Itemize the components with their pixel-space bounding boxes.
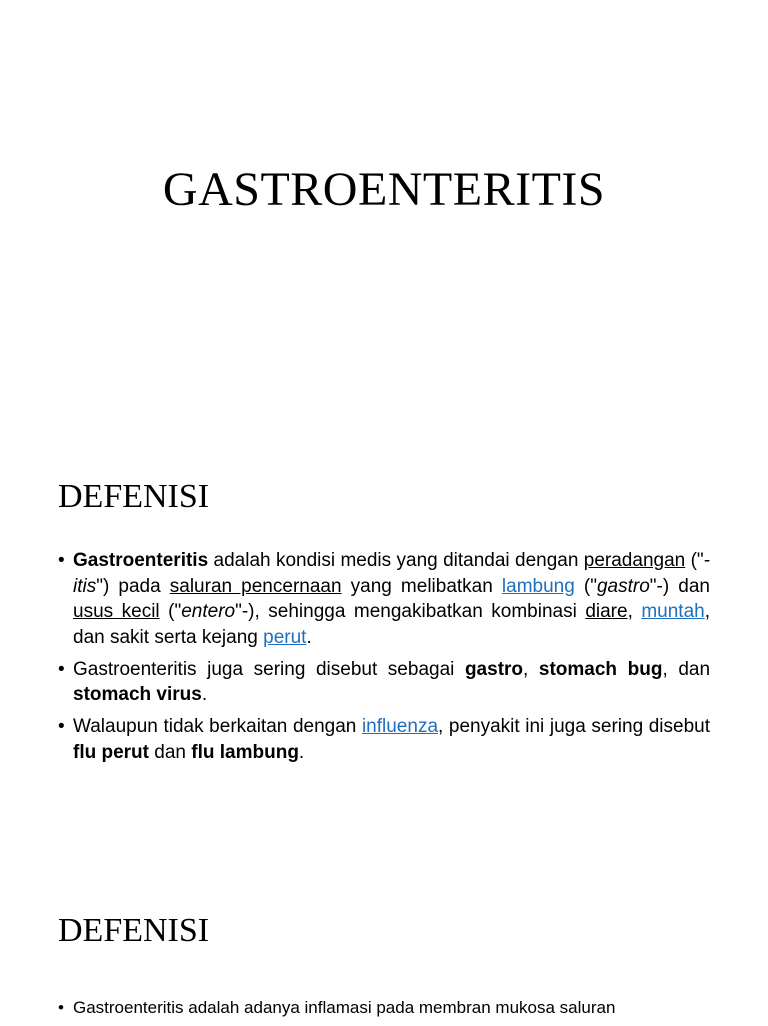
text: ") pada: [96, 575, 170, 597]
text: Gastroenteritis adalah adanya inflamasi pada membran mukosa saluran: [73, 998, 616, 1017]
text: ,: [523, 658, 539, 680]
definition-slide-1: [0, 420, 768, 870]
bullet-icon: •: [58, 658, 65, 680]
term-gastroenteritis: Gastroenteritis: [73, 550, 209, 571]
text: Walaupun tidak berkaitan dengan: [73, 716, 362, 737]
text: adalah kondisi medis yang ditandai dengan: [208, 550, 584, 571]
list-item: [58, 997, 710, 1019]
link-perut[interactable]: perut: [263, 626, 307, 648]
term-gastro: gastro: [596, 575, 650, 597]
link-lambung[interactable]: lambung: [501, 575, 575, 597]
text: "-) dan: [649, 575, 710, 597]
text: (": [574, 575, 597, 597]
bullet-list: [58, 997, 710, 1026]
bullet-icon: •: [58, 550, 65, 571]
term-flu-perut: flu perut: [73, 741, 149, 763]
list-item: [58, 548, 710, 650]
text: .: [298, 741, 305, 763]
text: (": [685, 550, 704, 571]
term-peradangan: peradangan: [583, 550, 686, 571]
link-muntah[interactable]: muntah: [641, 601, 705, 622]
bullet-list: [58, 548, 710, 772]
text: Gastroenteritis juga sering disebut sebagai: [73, 658, 465, 680]
title-slide: [0, 0, 768, 420]
text: .: [306, 626, 312, 648]
bullet-icon: •: [58, 998, 64, 1017]
definition-slide-2: [0, 870, 768, 1024]
text: , penyakit ini juga sering disebut: [438, 716, 711, 737]
term-flu-lambung: flu lambung: [191, 741, 299, 763]
text: "-), sehingga mengakibatkan kombinasi: [235, 601, 586, 622]
term-stomach-virus: stomach virus: [73, 684, 202, 705]
term-stomach-bug: stomach bug: [538, 658, 663, 680]
text: ,: [627, 601, 642, 622]
link-influenza[interactable]: influenza: [361, 716, 439, 737]
text: .: [201, 684, 208, 705]
text: yang melibatkan: [341, 575, 502, 597]
section-heading: DEFENISI: [58, 912, 210, 949]
term-itis: -itis: [73, 550, 710, 597]
text: , dan: [662, 658, 711, 680]
term-usus-kecil: usus kecil: [73, 601, 160, 622]
term-entero: entero: [181, 601, 236, 622]
term-saluran-pencernaan: saluran pencernaan: [169, 575, 342, 597]
term-gastro-bold: gastro: [464, 658, 524, 680]
text: , dan sakit serta kejang: [73, 601, 710, 648]
list-item: [58, 714, 710, 765]
section-heading: DEFENISI: [58, 478, 210, 515]
text: dan: [149, 741, 192, 763]
page-title: GASTROENTERITIS: [162, 163, 606, 216]
list-item: [58, 657, 710, 708]
bullet-icon: •: [58, 716, 65, 737]
text: (": [159, 601, 182, 622]
term-diare: diare: [585, 601, 628, 622]
